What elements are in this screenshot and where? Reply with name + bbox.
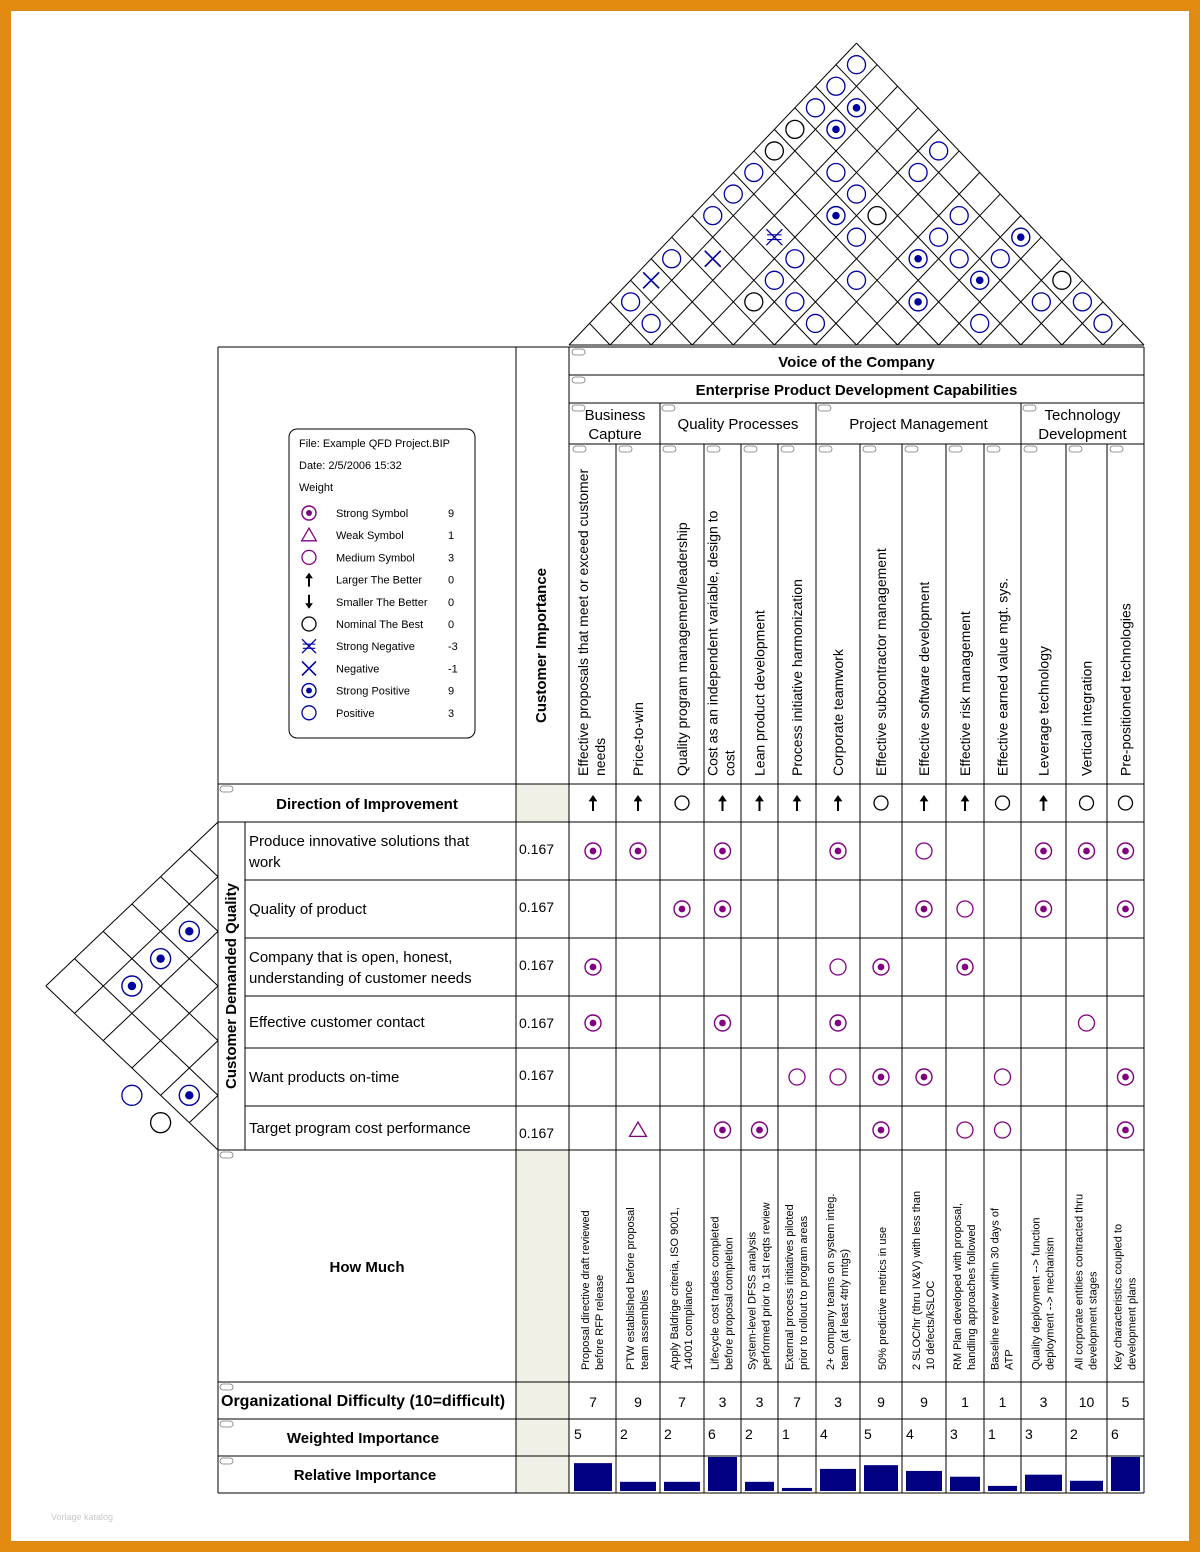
roof-pos-icon — [704, 207, 722, 225]
difficulty-value: 1 — [961, 1394, 969, 1410]
legend-label: Medium Symbol — [336, 552, 415, 565]
watermark: Vorlage katalog — [51, 1512, 114, 1522]
roof-pos-icon — [848, 228, 866, 246]
direction-nominal-icon — [1119, 796, 1133, 810]
relative-bar — [988, 1486, 1017, 1491]
legend-value: -3 — [448, 641, 458, 654]
relationship-strong-icon — [715, 1015, 731, 1031]
side-pos-icon — [122, 1085, 142, 1105]
legend-weight: Weight — [299, 482, 334, 494]
relationship-strong-icon — [1036, 843, 1052, 859]
roof-line — [1103, 323, 1124, 345]
roof-line — [631, 280, 693, 345]
difficulty-value: 3 — [834, 1394, 842, 1410]
relationship-strong-icon — [715, 1122, 731, 1138]
side-line — [132, 986, 218, 1068]
difficulty-value: 3 — [718, 1394, 727, 1410]
legend-value: 9 — [448, 508, 455, 520]
column-label: Pre-positioned technologies — [1117, 603, 1134, 776]
direction-up-icon — [755, 795, 764, 811]
roof-line — [590, 323, 611, 345]
legend-value: -1 — [448, 663, 458, 676]
legend-label: Smaller The Better — [336, 596, 428, 609]
how-much-value: development stages — [1087, 1271, 1100, 1370]
direction-up-icon — [589, 795, 598, 811]
roof-line — [1021, 280, 1083, 345]
direction-up-icon — [634, 795, 643, 811]
column-label: Effective earned value mgt. sys. — [994, 577, 1011, 776]
note-icon — [572, 377, 585, 383]
capabilities-title: Enterprise Product Development Capabilities — [695, 382, 1018, 399]
note-icon — [707, 446, 720, 452]
how-much-value: PTW established before proposal — [625, 1207, 637, 1370]
column-label: Effective proposals that meet or exceed customer — [575, 468, 591, 776]
direction-nominal-icon — [996, 796, 1010, 810]
how-much-value: 2+ company teams on system integ. — [825, 1193, 837, 1370]
roof-line — [774, 151, 959, 345]
house-of-quality — [11, 11, 1189, 1541]
how-much-value: performed prior to 1st reqts review — [760, 1202, 773, 1370]
roof-strongneg-icon — [766, 229, 782, 245]
how-much-value: handling approaches followed — [966, 1224, 978, 1370]
legend-value: 1 — [448, 530, 455, 543]
relationship-strong-icon — [1118, 1069, 1134, 1085]
note-icon — [744, 446, 757, 452]
relationship-strong-icon — [830, 1015, 846, 1031]
roof-strongpos-icon — [909, 250, 927, 268]
row-label: Want products on-time — [249, 1069, 400, 1086]
customer-importance-title: Customer Importance — [533, 567, 550, 724]
group-label: Quality Processes — [677, 416, 799, 433]
direction-nominal-icon — [675, 796, 689, 810]
relationship-medium-icon — [957, 901, 973, 917]
column-label: Quality program management/leadership — [674, 522, 690, 776]
roof-neg-icon — [643, 272, 659, 288]
importance-value: 0.167 — [519, 899, 555, 915]
direction-up-icon — [1039, 795, 1048, 811]
direction-up-icon — [920, 795, 929, 811]
weighted-value: 1 — [782, 1426, 790, 1442]
roof-line — [857, 194, 1001, 345]
weighted-value: 2 — [664, 1426, 672, 1442]
roof-strongpos-icon — [848, 99, 866, 117]
relationship-strong-icon — [916, 901, 932, 917]
weighted-value: 5 — [574, 1426, 582, 1442]
roof-pos-icon — [806, 99, 824, 117]
relative-bar — [620, 1482, 656, 1491]
relationship-strong-icon — [752, 1122, 768, 1138]
side-line — [132, 904, 218, 986]
side-nominal-icon — [151, 1113, 171, 1133]
column-label: Effective risk management — [957, 611, 973, 776]
column-label: Cost as an independent variable, design to — [704, 510, 721, 776]
note-icon — [818, 405, 831, 411]
roof-pos-icon — [848, 185, 866, 203]
relationship-strong-icon — [585, 843, 601, 859]
relative-label: Relative Importance — [293, 1467, 437, 1484]
how-much-value: External process initiatives piloted — [784, 1204, 796, 1370]
note-icon — [220, 1458, 233, 1464]
importance-shade — [516, 1150, 569, 1493]
how-much-value: Quality deployment --> function — [1030, 1217, 1043, 1370]
relationship-strong-icon — [916, 1069, 932, 1085]
direction-label: Direction of Improvement — [276, 796, 458, 813]
roof-pos-icon — [724, 185, 742, 203]
side-strongpos-icon — [151, 949, 171, 969]
difficulty-label: Organizational Difficulty (10=difficult) — [221, 1393, 506, 1410]
weighted-value: 2 — [1070, 1426, 1078, 1442]
roof-pos-icon — [950, 207, 968, 225]
relationship-medium-icon — [916, 843, 932, 859]
difficulty-value: 7 — [793, 1394, 801, 1410]
direction-nominal-icon — [1080, 796, 1094, 810]
roof-pos-icon — [663, 250, 681, 268]
difficulty-value: 3 — [755, 1394, 764, 1410]
how-much-value: ATP — [1003, 1349, 1016, 1370]
side-line — [189, 1095, 218, 1122]
voice-title: Voice of the Company — [778, 354, 935, 371]
relationship-strong-icon — [585, 959, 601, 975]
relationship-strong-icon — [873, 959, 889, 975]
row-label: Company that is open, honest, — [249, 949, 453, 966]
weighted-value: 2 — [620, 1426, 628, 1442]
importance-value: 0.167 — [519, 841, 555, 857]
roof-line — [692, 108, 918, 345]
weighted-value: 1 — [988, 1426, 996, 1442]
relationship-medium-icon — [1079, 1015, 1095, 1031]
column-label: Corporate teamwork — [830, 649, 846, 776]
roof-pos-icon — [848, 56, 866, 74]
roof-pos-icon — [1073, 293, 1091, 311]
relative-bar — [708, 1457, 737, 1491]
legend-value: 3 — [448, 707, 455, 720]
relationship-medium-icon — [957, 1122, 973, 1138]
relationship-medium-icon — [789, 1069, 805, 1085]
relative-bar — [664, 1482, 700, 1491]
note-icon — [220, 1421, 233, 1427]
weighted-value: 6 — [708, 1426, 716, 1442]
roof-nominal-icon — [1053, 271, 1071, 289]
relative-bar — [820, 1469, 856, 1491]
relative-bar — [745, 1482, 774, 1491]
relationship-medium-icon — [995, 1069, 1011, 1085]
side-strongpos-icon — [179, 921, 199, 941]
legend-label: Negative — [336, 663, 380, 676]
legend-label: Strong Negative — [336, 641, 415, 654]
note-icon — [572, 405, 585, 411]
weighted-value: 3 — [1025, 1426, 1033, 1442]
note-icon — [1110, 446, 1123, 452]
row-label: Produce innovative solutions that — [249, 833, 470, 850]
difficulty-value: 7 — [589, 1394, 597, 1410]
difficulty-value: 1 — [998, 1394, 1007, 1410]
note-icon — [663, 446, 676, 452]
side-line — [75, 877, 219, 1014]
side-strongpos-icon — [122, 976, 142, 996]
legend-label: Weak Symbol — [336, 530, 404, 543]
note-icon — [987, 446, 1000, 452]
roof-pos-icon — [848, 271, 866, 289]
note-icon — [220, 1152, 233, 1158]
how-much-label: How Much — [329, 1259, 405, 1276]
difficulty-value: 3 — [1039, 1394, 1048, 1410]
roof-strongpos-icon — [827, 120, 845, 138]
note-icon — [572, 349, 585, 355]
note-icon — [781, 446, 794, 452]
how-much-value: prior to rollout to program areas — [798, 1215, 810, 1370]
roof-line — [672, 237, 775, 345]
how-much-value: team assembles — [639, 1289, 651, 1370]
legend-value: 3 — [448, 552, 455, 565]
relationship-strong-icon — [1118, 1122, 1134, 1138]
group-label: Development — [1038, 426, 1127, 443]
roof-pos-icon — [950, 250, 968, 268]
relationship-strong-icon — [957, 959, 973, 975]
how-much-value: Apply Baldrige criteria, ISO 9001, — [669, 1207, 681, 1370]
direction-up-icon — [834, 795, 843, 811]
note-icon — [220, 786, 233, 792]
roof-line — [939, 237, 1042, 345]
customer-demanded-title: Customer Demanded Quality — [223, 883, 240, 1089]
importance-shade — [516, 784, 569, 822]
how-much-value: 50% predictive metrics in use — [877, 1226, 889, 1370]
roof-pos-icon — [786, 250, 804, 268]
direction-up-icon — [718, 795, 727, 811]
relationship-strong-icon — [1079, 843, 1095, 859]
direction-nominal-icon — [874, 796, 888, 810]
note-icon — [949, 446, 962, 452]
roof-pos-icon — [806, 314, 824, 332]
how-much-value: 14001 compliance — [683, 1280, 695, 1370]
relative-bar — [1070, 1481, 1103, 1491]
column-label: cost — [721, 750, 738, 776]
side-line — [189, 849, 218, 876]
relative-bar — [1111, 1457, 1140, 1491]
relative-bar — [782, 1488, 812, 1491]
legend-value: 9 — [448, 685, 455, 698]
roof-line — [754, 151, 939, 345]
weighted-value: 2 — [745, 1426, 753, 1442]
how-much-value: development plans — [1126, 1277, 1139, 1370]
relationship-strong-icon — [830, 843, 846, 859]
column-label: Effective software development — [916, 581, 932, 776]
roof-strongpos-icon — [827, 207, 845, 225]
row-label: work — [249, 854, 281, 871]
note-icon — [1023, 405, 1036, 411]
relationship-weak-icon — [630, 1122, 647, 1136]
legend-label: Strong Positive — [336, 685, 410, 698]
relative-bar — [906, 1471, 942, 1491]
relationship-strong-icon — [873, 1069, 889, 1085]
note-icon — [905, 446, 918, 452]
row-label: understanding of customer needs — [249, 970, 472, 987]
legend-value: 0 — [448, 619, 455, 631]
how-much-value: RM Plan developed with proposal, — [952, 1203, 964, 1370]
roof-pos-icon — [765, 271, 783, 289]
note-icon — [863, 446, 876, 452]
relationship-strong-icon — [674, 901, 690, 917]
note-icon — [662, 405, 675, 411]
roof-nominal-icon — [868, 207, 886, 225]
column-label: needs — [592, 737, 608, 776]
legend-value: 0 — [448, 596, 455, 609]
difficulty-value: 7 — [678, 1394, 686, 1410]
roof-nominal-icon — [765, 142, 783, 160]
weighted-value: 6 — [1111, 1426, 1119, 1442]
relationship-medium-icon — [830, 1069, 846, 1085]
roof-pos-icon — [930, 228, 948, 246]
roof-pos-icon — [827, 77, 845, 95]
relationship-strong-icon — [585, 1015, 601, 1031]
weighted-value: 4 — [906, 1426, 914, 1442]
relative-bar — [1025, 1475, 1062, 1491]
weighted-value: 4 — [820, 1426, 828, 1442]
direction-up-icon — [793, 795, 802, 811]
roof-line — [610, 65, 877, 345]
roof-pos-icon — [786, 293, 804, 311]
how-much-value: Baseline review within 30 days of — [989, 1207, 1002, 1370]
difficulty-value: 9 — [877, 1394, 885, 1410]
roof-strongpos-icon — [909, 293, 927, 311]
column-label: Price-to-win — [630, 702, 646, 776]
direction-up-icon — [961, 795, 970, 811]
how-much-value: deployment --> mechanism — [1044, 1237, 1057, 1370]
group-label: Technology — [1044, 407, 1121, 424]
row-label: Target program cost performance — [249, 1120, 471, 1137]
column-label: Vertical integration — [1078, 660, 1095, 776]
column-label: Process initiative harmonization — [789, 579, 805, 776]
group-label: Project Management — [849, 416, 988, 433]
how-much-value: team (at least 4trly mtgs) — [839, 1248, 851, 1370]
weighted-value: 3 — [950, 1426, 958, 1442]
legend-label: Nominal The Best — [336, 619, 424, 631]
legend-date: Date: 2/5/2006 15:32 — [299, 460, 402, 472]
importance-value: 0.167 — [519, 1067, 555, 1083]
relative-bar — [574, 1463, 612, 1491]
note-icon — [220, 1384, 233, 1390]
relationship-strong-icon — [715, 901, 731, 917]
roof-neg-icon — [705, 251, 721, 267]
how-much-value: Proposal directive draft reviewed — [580, 1210, 592, 1370]
side-strongpos-icon — [179, 1085, 199, 1105]
legend-label: Positive — [336, 707, 375, 720]
relationship-medium-icon — [995, 1122, 1011, 1138]
how-much-value: before RFP release — [594, 1274, 606, 1370]
roof-line — [836, 65, 1103, 345]
difficulty-value: 10 — [1078, 1394, 1095, 1410]
column-label: Leverage technology — [1035, 646, 1052, 776]
difficulty-value: 9 — [920, 1394, 928, 1410]
roof-pos-icon — [1094, 314, 1112, 332]
roof-line — [795, 108, 1021, 345]
relationship-strong-icon — [715, 843, 731, 859]
roof-pos-icon — [909, 164, 927, 182]
roof-pos-icon — [930, 142, 948, 160]
side-line — [75, 959, 219, 1096]
relationship-strong-icon — [1118, 901, 1134, 917]
roof-strongpos-icon — [1012, 228, 1030, 246]
note-icon — [1069, 446, 1082, 452]
how-much-value: All corporate entities contracted thru — [1073, 1193, 1086, 1370]
how-much-value: 2 SLOC/hr (thru IV&V) with less than — [911, 1190, 923, 1370]
note-icon — [619, 446, 632, 452]
how-much-value: 10 defects/kSLOC — [925, 1280, 937, 1370]
how-much-value: System-level DFSS analysis — [746, 1231, 759, 1370]
how-much-value: Lifecycle cost trades completed — [709, 1216, 722, 1370]
difficulty-value: 5 — [1121, 1394, 1130, 1410]
roof-pos-icon — [991, 250, 1009, 268]
column-label: Effective subcontractor management — [873, 548, 889, 776]
roof-pos-icon — [622, 293, 640, 311]
weighted-label: Weighted Importance — [286, 1430, 440, 1447]
roof-pos-icon — [971, 314, 989, 332]
importance-value: 0.167 — [519, 1015, 555, 1031]
roof-pos-icon — [642, 314, 660, 332]
group-label: Business — [584, 407, 646, 424]
column-label: Lean product development — [751, 610, 768, 776]
row-label: Quality of product — [249, 901, 367, 918]
page — [11, 11, 1189, 1541]
relationship-strong-icon — [1118, 843, 1134, 859]
legend-value: 0 — [448, 574, 455, 587]
roof-pos-icon — [827, 164, 845, 182]
importance-value: 0.167 — [519, 1125, 555, 1141]
group-label: Capture — [588, 426, 642, 443]
note-icon — [1024, 446, 1037, 452]
relationship-strong-icon — [630, 843, 646, 859]
weighted-value: 5 — [864, 1426, 872, 1442]
relative-bar — [950, 1477, 980, 1491]
roof-nominal-icon — [786, 120, 804, 138]
relationship-strong-icon — [1036, 901, 1052, 917]
legend-label: Strong Symbol — [336, 508, 409, 520]
relationship-medium-icon — [830, 959, 846, 975]
note-icon — [819, 446, 832, 452]
roof-nominal-icon — [745, 293, 763, 311]
relationship-strong-icon — [873, 1122, 889, 1138]
relative-bar — [864, 1465, 898, 1491]
how-much-value: before proposal completion — [723, 1237, 736, 1370]
importance-value: 0.167 — [519, 957, 555, 973]
roof-pos-icon — [745, 164, 763, 182]
note-icon — [573, 446, 586, 452]
how-much-value: Key characteristics coupled to — [1112, 1223, 1125, 1370]
roof-pos-icon — [1032, 293, 1050, 311]
legend-label: Larger The Better — [336, 574, 423, 587]
legend-file: File: Example QFD Project.BIP — [299, 438, 450, 450]
row-label: Effective customer contact — [249, 1014, 425, 1031]
roof-strongpos-icon — [971, 271, 989, 289]
difficulty-value: 9 — [634, 1394, 642, 1410]
